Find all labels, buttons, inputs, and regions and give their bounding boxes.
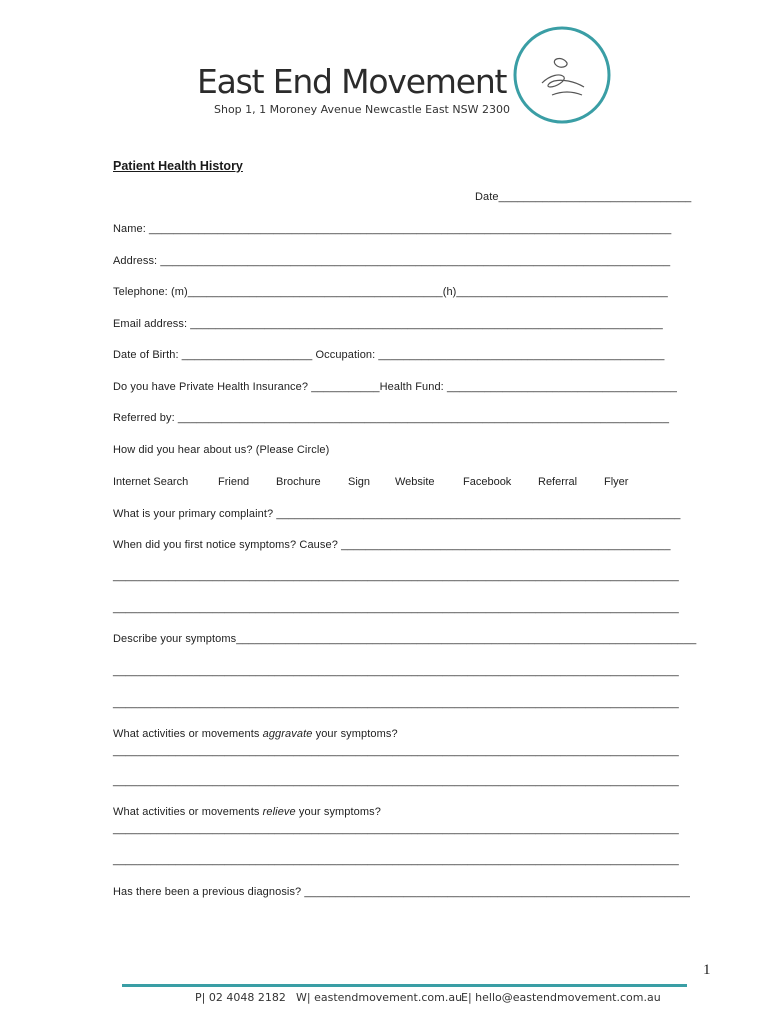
blank-line[interactable]: ___________________________________________________________________________________________ [113,854,679,866]
aggravate-label: What activities or movements aggravate your symptoms? [113,728,398,740]
address-field[interactable]: Address: __________________________________________________________________________________ [113,255,671,267]
referred-field[interactable]: Referred by: _______________________________________________________________________________ [113,412,670,424]
insurance-field[interactable]: Do you have Private Health Insurance? ___________Health Fund: _____________________________________ [113,381,678,393]
brand-address: Shop 1, 1 Moroney Avenue Newcastle East NSW 2300 [214,103,510,116]
name-field[interactable]: Name: ____________________________________________________________________________________ [113,223,672,235]
option-facebook[interactable]: Facebook [463,476,512,488]
diagnosis-field[interactable]: Has there been a previous diagnosis? ______________________________________________________________ [113,886,690,898]
hear-about-label: How did you hear about us? (Please Circle) [113,444,330,456]
option-friend[interactable]: Friend [218,476,250,488]
blank-line[interactable]: ___________________________________________________________________________________________ [113,697,679,709]
blank-line[interactable]: ___________________________________________________________________________________________ [113,602,679,614]
email-field[interactable]: Email address: ____________________________________________________________________________ [113,318,663,330]
brand-name: East End Movement [197,62,507,101]
describe-field[interactable]: Describe your symptoms__________________________________________________________________________ [113,633,697,645]
blank-line[interactable]: ___________________________________________________________________________________________ [113,823,679,835]
form-title: Patient Health History [113,159,243,173]
blank-line[interactable]: ___________________________________________________________________________________________ [113,775,679,787]
option-website[interactable]: Website [395,476,435,488]
footer-website[interactable]: W| eastendmovement.com.au [296,991,463,1004]
option-sign[interactable]: Sign [348,476,371,488]
relieve-label: What activities or movements relieve your symptoms? [113,806,381,818]
page-number: 1 [703,962,711,978]
telephone-field[interactable]: Telephone: (m)_________________________________________(h)__________________________________ [113,286,668,298]
first-notice-field[interactable]: When did you first notice symptoms? Cause? _____________________________________________________ [113,539,671,551]
option-brochure[interactable]: Brochure [276,476,321,488]
blank-line[interactable]: ___________________________________________________________________________________________ [113,745,679,757]
option-flyer[interactable]: Flyer [604,476,629,488]
blank-line[interactable]: ___________________________________________________________________________________________ [113,665,679,677]
footer-phone: P| 02 4048 2182 [195,991,286,1004]
dob-occupation-field[interactable]: Date of Birth: _____________________ Occupation: ______________________________________________ [113,349,665,361]
option-internet-search[interactable]: Internet Search [113,476,189,488]
footer-email[interactable]: E| hello@eastendmovement.com.au [461,991,661,1004]
complaint-field[interactable]: What is your primary complaint? _________________________________________________________________ [113,508,681,520]
option-referral[interactable]: Referral [538,476,578,488]
logo-icon [512,25,612,125]
footer-divider [122,984,687,987]
blank-line[interactable]: ___________________________________________________________________________________________ [113,570,679,582]
date-field[interactable]: Date_______________________________ [475,191,692,203]
